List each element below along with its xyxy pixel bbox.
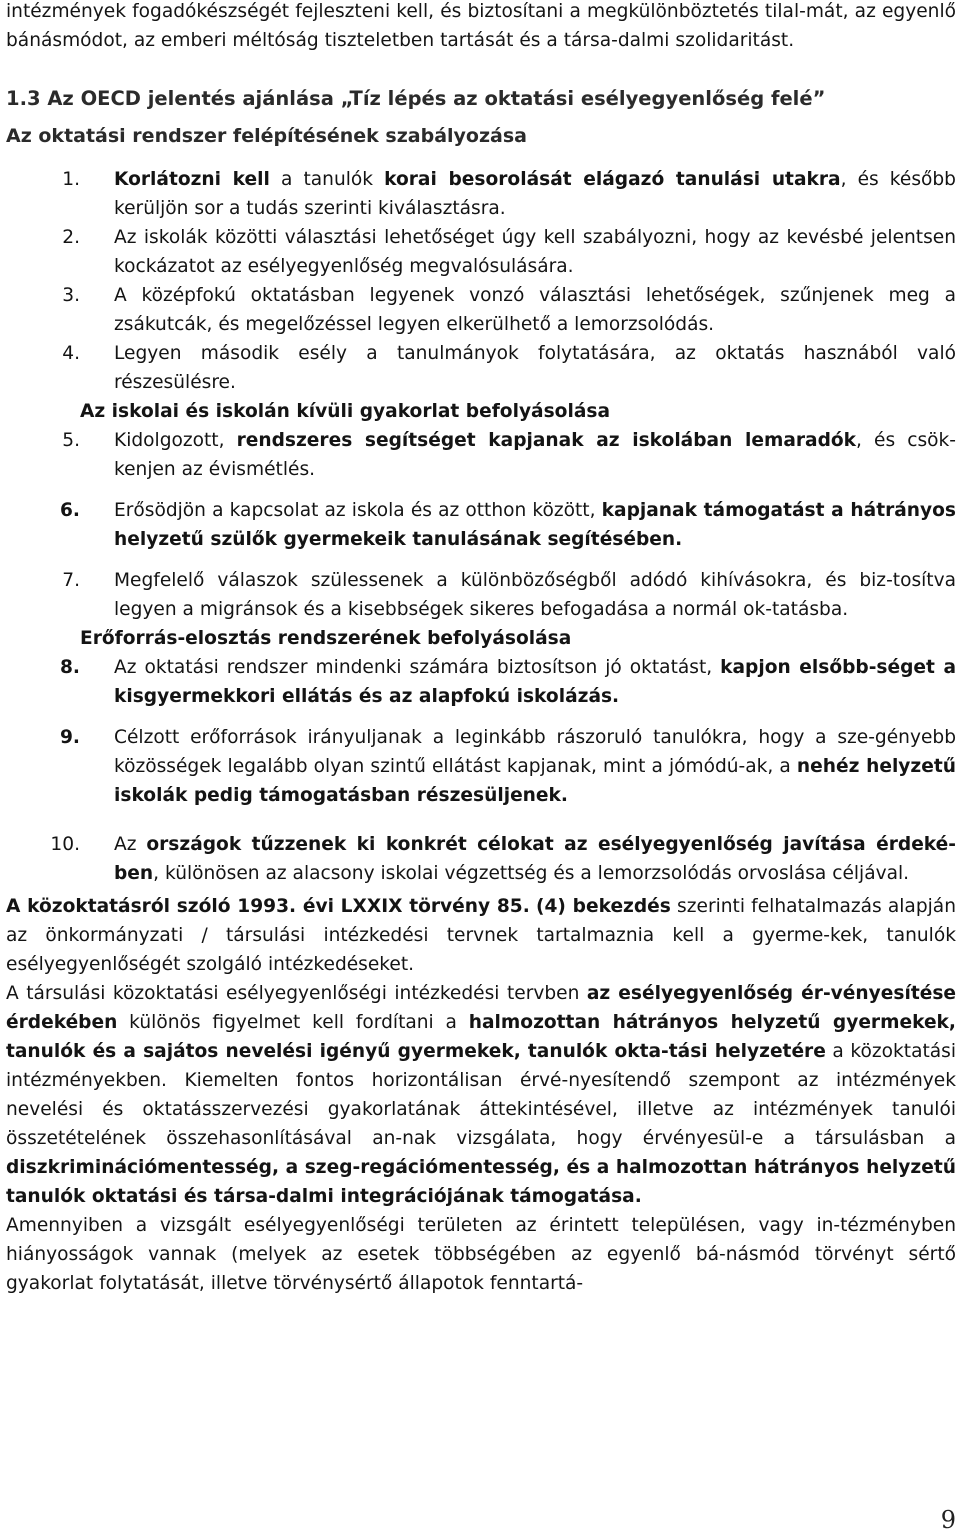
item-number: 10. <box>50 834 80 855</box>
bold-text-run: kapjon elsőbb-séget a kisgyermekkori ellátás és az alapfokú iskolázás. <box>114 657 956 707</box>
item-number: 1. <box>62 169 80 190</box>
bold-text-run: országok tűzzenek ki konkrét célokat az esélyegyenlőség javítása érdeké-ben <box>114 834 957 884</box>
section-heading: 1.3 Az OECD jelentés ajánlása „Tíz lépés az oktatási esélyegyenlőség felé” <box>6 87 826 110</box>
list-item <box>62 165 956 223</box>
deficiency-paragraph <box>6 1211 956 1298</box>
text-run: , különösen az alacsony iskolai végzettség és a lemorzsolódás orvoslása céljával. <box>153 863 910 884</box>
recommendations-list <box>50 653 957 888</box>
item-text <box>114 339 956 397</box>
item-text <box>114 281 956 339</box>
bold-text-run: A közoktatásról szóló 1993. évi LXXIX törvény 85. <box>6 896 530 917</box>
recommendations-list <box>62 165 956 397</box>
recommendations-block <box>62 165 956 397</box>
text-run: Kidolgozott, <box>114 430 237 451</box>
item-number: 4. <box>62 343 80 364</box>
list-item <box>62 281 956 339</box>
text-run: Az iskolák közötti választási lehetőséget úgy kell szabályozni, hogy az kevésbé jelentsen kockázatot az esélyegyenlőség megvalósulására. <box>114 227 956 277</box>
list-item <box>62 566 956 624</box>
text-run: Legyen második esély a tanulmányok folytatására, az oktatás hasznából való részesülésre. <box>114 343 956 393</box>
text-run: Megfelelő válaszok szülessenek a különbözőségből adódó kihívásokra, és biz-tosítva legyen a migránsok és a kisebbségek sikeres befogadása a normál ok-tatásba. <box>114 570 956 620</box>
list-item <box>50 830 957 888</box>
text-run: különös figyelmet kell fordítani a <box>117 1012 469 1033</box>
text-run: , és később kerüljön sor a tudás szerinti kiválasztásra. <box>114 169 956 219</box>
item-number: 5. <box>62 430 80 451</box>
item-text <box>114 830 956 888</box>
page-number: 9 <box>940 1506 956 1534</box>
recommendations-list <box>59 426 957 624</box>
subheading-resources: Erőforrás-elosztás rendszerének befolyásolása <box>80 628 572 649</box>
text-run: , és csök-kenjen az évismétlés. <box>114 430 957 480</box>
text-run: Amennyiben a vizsgált esélyegyenlőségi területen az érintett településen, vagy in-tézményben hiányosságok vannak (melyek az esetek többségében az egyenlő bá-násmód törvényt sértő gyakorlat folytatását, illetve törvénysértő állapotok fenntartá- <box>6 1215 956 1294</box>
bold-text-run: halmozottan hátrányos helyzetű gyermekek, tanulók és a sajátos nevelési igényű gyermekek, tanulók okta-tási helyzetére <box>6 1012 956 1062</box>
text-run: Célzott erőforrások irányuljanak a leginkább rászoruló tanulókra, hogy a sze-gényebb közösségek legalább olyan szintű ellátást kapjanak, mint a jómódú-ak, a <box>114 727 956 777</box>
recommendations-block <box>59 426 957 624</box>
list-item <box>62 223 956 281</box>
bold-text-run: Korlátozni kell <box>114 169 270 190</box>
list-item <box>59 653 956 711</box>
text-run: Az <box>114 834 147 855</box>
bold-text-run: rendszeres segítséget kapjanak az iskolában lemaradók <box>236 430 857 451</box>
item-text <box>114 426 956 484</box>
intro-paragraph: intézmények fogadókészségét fejleszteni kell, és biztosítani a megkülönböztetés tilal-mát, az egyenlő bánásmódot, az emberi méltóság tiszteletben tartását és a társa-dalmi szolidaritást. <box>6 1 956 51</box>
bold-text-run: nehéz helyzetű iskolák pedig támogatásban részesüljenek. <box>114 756 956 806</box>
item-number: 3. <box>62 285 80 306</box>
text-run: a közoktatási intézményekben. Kiemelten fontos horizontálisan érvé-nyesítendő szempont az intézmények nevelési és oktatásszervezési gyakorlatának áttekintésével, illetve az intézmények tanulói összetételének összehasonlításával an-nak vizsgálata, hogy érvényesül-e a társulásban a <box>6 1041 957 1149</box>
text-run: Erősödjön a kapcsolat az iskola és az otthon között, <box>114 500 602 521</box>
bold-text-run: kapjanak támogatást a hátrányos helyzetű szülők gyermekeik tanulásának segítésében. <box>114 500 956 550</box>
item-number: 9. <box>59 727 80 748</box>
text-run: a tanulók <box>269 169 385 190</box>
text-run: Az oktatási rendszer mindenki számára biztosítson jó oktatást, <box>114 657 721 678</box>
bold-text-run: korai besorolását elágazó tanulási utakra <box>384 169 841 190</box>
item-number: 2. <box>62 227 80 248</box>
list-item <box>59 723 956 810</box>
document-page <box>6 0 956 1298</box>
bold-text-run: diszkriminációmentesség, a szeg-regációmentesség, és a halmozottan hátrányos helyzetű tanulók oktatási és társa-dalmi integrációjának támogatása. <box>6 1157 956 1207</box>
text-run: A társulási közoktatási esélyegyenlőségi intézkedési tervben <box>6 983 587 1004</box>
list-item <box>59 496 956 554</box>
bold-text-run: (4) bekezdés <box>535 896 671 917</box>
item-number: 7. <box>62 570 80 591</box>
subheading-practice: Az iskolai és iskolán kívüli gyakorlat befolyásolása <box>80 401 610 422</box>
item-text <box>114 653 956 711</box>
list-item <box>62 339 956 397</box>
item-text <box>114 723 956 810</box>
text-run: A középfokú oktatásban legyenek vonzó választási lehetőségek, szűnjenek meg a zsákutcák, és megelőzéssel legyen elkerülhető a lemorzsolódás. <box>114 285 956 335</box>
item-number: 8. <box>59 657 80 678</box>
item-text <box>114 165 956 223</box>
law-paragraph <box>6 892 956 979</box>
bold-text-run: az esélyegyenlőség ér-vényesítése érdekében <box>6 983 956 1033</box>
list-item <box>62 426 957 484</box>
item-number: 6. <box>59 500 80 521</box>
text-run: szerinti felhatalmazás alapján az önkormányzati / társulási intézkedési tervnek tartalmaznia kell a gyerme-kek, tanulók esélyegyenlőségét szolgáló intézkedéseket. <box>6 896 956 975</box>
item-text <box>114 496 956 554</box>
recommendations-block <box>50 653 957 888</box>
equality-plan-paragraph <box>6 979 956 1211</box>
subheading-structure: Az oktatási rendszer felépítésének szabályozása <box>6 125 527 147</box>
item-text <box>114 566 956 624</box>
item-text <box>114 223 956 281</box>
